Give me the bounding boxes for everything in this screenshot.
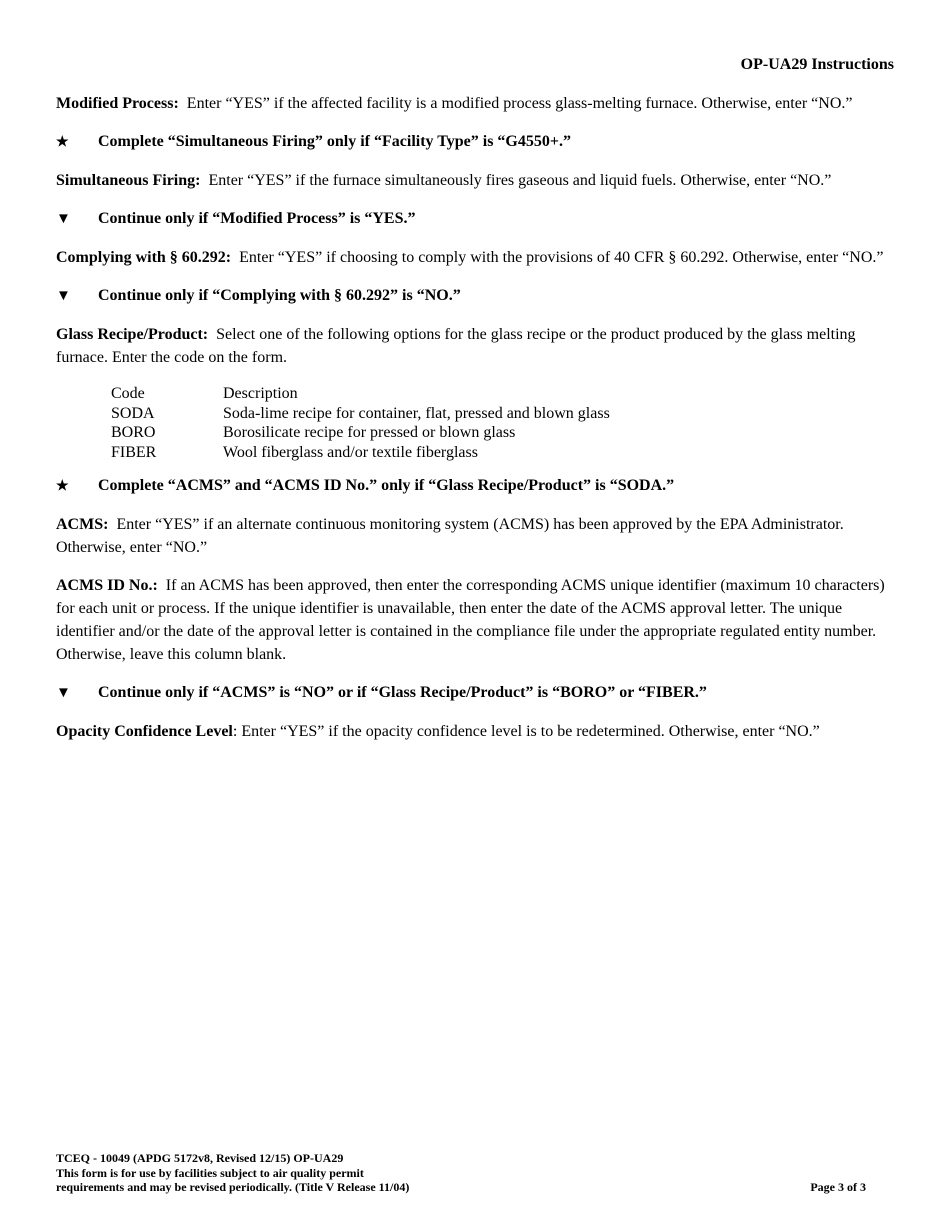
- page-title: OP-UA29 Instructions: [740, 56, 894, 73]
- modified-process-paragraph: [56, 92, 894, 115]
- instruction-text: Continue only if “ACMS” is “NO” or if “Glass Recipe/Product” is “BORO” or “FIBER.”: [98, 684, 707, 701]
- glass-recipe-text: Select one of the following options for the glass recipe or the product produced by the glass melting furnace. Enter the code on the form.: [56, 326, 856, 366]
- triangle-down-icon: ▼: [56, 685, 71, 701]
- simultaneous-firing-paragraph: [56, 169, 894, 192]
- code-cell: SODA: [111, 404, 155, 422]
- triangle-down-icon: ▼: [56, 211, 71, 227]
- instruction-acms: [56, 474, 894, 498]
- opacity-paragraph: [56, 720, 894, 743]
- glass-recipe-paragraph: [56, 323, 894, 369]
- description-cell: Borosilicate recipe for pressed or blown glass: [223, 424, 516, 441]
- instruction-text: Continue only if “Modified Process” is “YES.”: [98, 210, 416, 227]
- modified-process-text: Enter “YES” if the affected facility is a modified process glass-melting furnace. Otherwise, enter “NO.”: [186, 95, 853, 112]
- acms-id-term: ACMS ID No.:: [56, 577, 158, 594]
- instruction-complying: [56, 284, 894, 308]
- code-cell: FIBER: [111, 443, 157, 461]
- footer-line: This form is for use by facilities subject to air quality permit: [56, 1165, 364, 1180]
- footer-line: TCEQ - 10049 (APDG 5172v8, Revised 12/15) OP-UA29: [56, 1151, 344, 1165]
- code-header: Code: [111, 385, 145, 402]
- acms-paragraph: [56, 513, 894, 559]
- triangle-down-icon: ▼: [56, 288, 71, 304]
- acms-text: Enter “YES” if an alternate continuous monitoring system (ACMS) has been approved by the EPA Administrator. Otherwise, enter “NO.”: [56, 516, 844, 556]
- acms-id-text: If an ACMS has been approved, then enter the corresponding ACMS unique identifier (maximum 10 characters) for each unit or process. If the unique identifier is unavailable, then enter the date of the ACMS approval letter. The unique identifier and/or the date of the approval letter is contained in the compliance file under the appropriate regulated entity number. Otherwise, leave this column blank.: [56, 577, 885, 663]
- simultaneous-firing-text: Enter “YES” if the furnace simultaneously fires gaseous and liquid fuels. Otherwise, enter “NO.”: [208, 172, 832, 189]
- table-row: [111, 423, 610, 443]
- complying-term: Complying with § 60.292:: [56, 249, 232, 266]
- complying-text: Enter “YES” if choosing to comply with the provisions of 40 CFR § 60.292. Otherwise, enter “NO.”: [239, 249, 884, 266]
- table-header-row: [111, 384, 610, 404]
- description-cell: Soda-lime recipe for container, flat, pressed and blown glass: [223, 404, 610, 422]
- instruction-modified-process: [56, 207, 894, 231]
- glass-recipe-term: Glass Recipe/Product:: [56, 326, 209, 343]
- simultaneous-firing-term: Simultaneous Firing:: [56, 172, 201, 189]
- modified-process-term: Modified Process:: [56, 95, 179, 112]
- glass-recipe-code-table: [111, 384, 610, 462]
- page-number: Page 3 of 3: [810, 1180, 866, 1194]
- footer-line: requirements and may be revised periodically. (Title V Release 11/04): [56, 1180, 410, 1194]
- code-cell: BORO: [111, 424, 156, 441]
- acms-term: ACMS:: [56, 516, 109, 533]
- instruction-opacity: [56, 681, 894, 705]
- complying-paragraph: [56, 246, 894, 269]
- opacity-text: : Enter “YES” if the opacity confidence level is to be redetermined. Otherwise, enter “NO.”: [232, 723, 820, 740]
- instruction-text: Complete “ACMS” and “ACMS ID No.” only if “Glass Recipe/Product” is “SODA.”: [98, 477, 675, 494]
- description-header: Description: [223, 385, 298, 402]
- table-row: [111, 443, 610, 463]
- instruction-text: Complete “Simultaneous Firing” only if “Facility Type” is “G4550+.”: [98, 133, 571, 150]
- instructions-body: [56, 92, 894, 758]
- star-icon: ★: [56, 479, 69, 494]
- page-footer: [56, 1151, 866, 1195]
- star-icon: ★: [56, 135, 69, 150]
- instruction-simultaneous-firing: [56, 130, 894, 154]
- table-row: [111, 404, 610, 424]
- description-cell: Wool fiberglass and/or textile fiberglass: [223, 443, 478, 461]
- acms-id-paragraph: [56, 574, 894, 666]
- opacity-term: Opacity Confidence Level: [56, 723, 233, 740]
- instruction-text: Continue only if “Complying with § 60.292” is “NO.”: [98, 287, 461, 304]
- footer-form-info: [56, 1151, 456, 1195]
